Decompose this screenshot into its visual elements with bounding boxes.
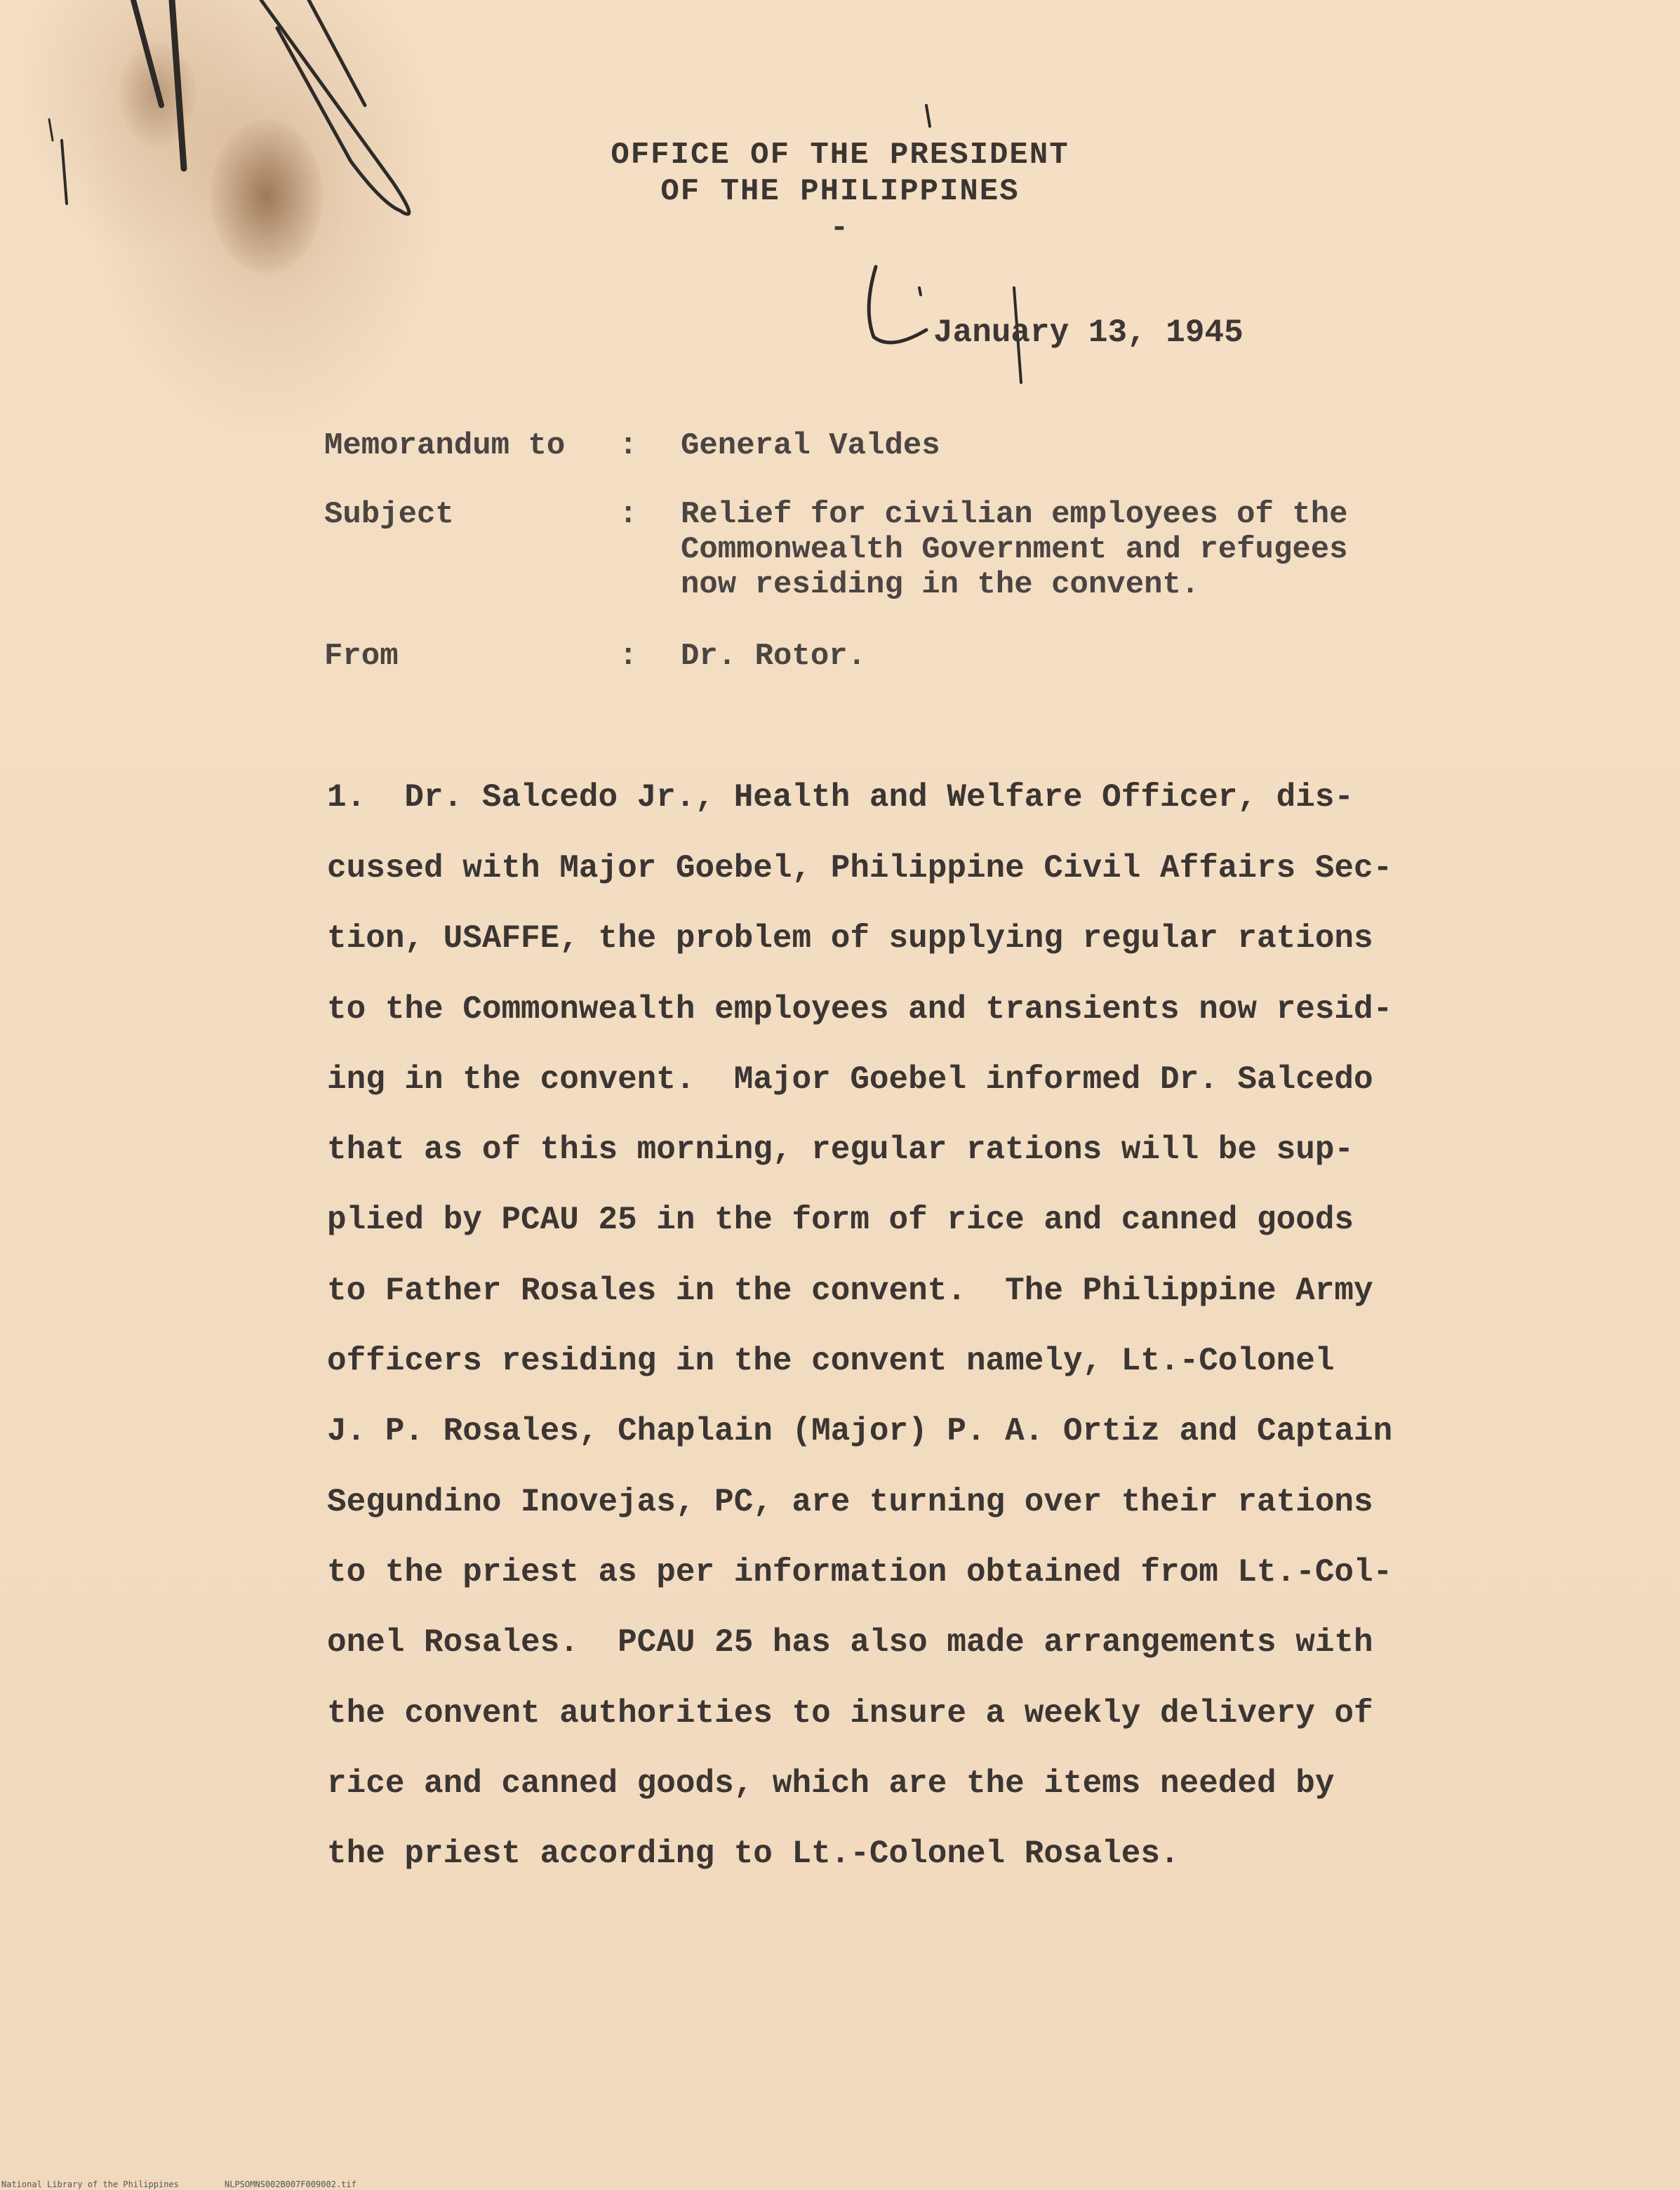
footer-library-name: National Library of the Philippines bbox=[1, 2179, 179, 2189]
subject-label: Subject bbox=[324, 497, 454, 532]
subject-line-2: Commonwealth Government and refugees bbox=[681, 532, 1348, 567]
body-line-7: plied by PCAU 25 in the form of rice and canned goods bbox=[327, 1202, 1354, 1238]
subject-line-3: now residing in the convent. bbox=[681, 567, 1200, 602]
footer-file-id: NLPSOMNS002B007F009002.tif bbox=[225, 2179, 356, 2189]
body-line-13: onel Rosales. PCAU 25 has also made arrangements with bbox=[327, 1624, 1373, 1661]
body-line-4: to the Commonwealth employees and transients now resid- bbox=[327, 991, 1393, 1028]
letterhead-dash: - bbox=[829, 211, 851, 246]
from-colon: : bbox=[619, 639, 638, 674]
letterhead-line-1: OFFICE OF THE PRESIDENT bbox=[611, 138, 1069, 173]
body-line-12: to the priest as per information obtained from Lt.-Col- bbox=[327, 1554, 1393, 1591]
memo-date: January 13, 1945 bbox=[933, 314, 1244, 351]
body-line-5: ing in the convent. Major Goebel informed Dr. Salcedo bbox=[327, 1061, 1373, 1098]
body-line-1: 1. Dr. Salcedo Jr., Health and Welfare Officer, dis- bbox=[327, 779, 1354, 816]
to-value: General Valdes bbox=[681, 428, 940, 463]
body-line-6: that as of this morning, regular rations will be sup- bbox=[327, 1132, 1354, 1168]
to-label: Memorandum to bbox=[324, 428, 566, 463]
body-line-15: rice and canned goods, which are the items needed by bbox=[327, 1765, 1335, 1802]
body-line-10: J. P. Rosales, Chaplain (Major) P. A. Ortiz and Captain bbox=[327, 1413, 1393, 1449]
subject-line-1: Relief for civilian employees of the bbox=[681, 497, 1348, 532]
body-line-16: the priest according to Lt.-Colonel Rosales. bbox=[327, 1836, 1180, 1872]
letterhead-line-2: OF THE PHILIPPINES bbox=[660, 174, 1020, 209]
body-line-14: the convent authorities to insure a weekly delivery of bbox=[327, 1695, 1373, 1732]
body-line-2: cussed with Major Goebel, Philippine Civil Affairs Sec- bbox=[327, 850, 1393, 887]
body-line-3: tion, USAFFE, the problem of supplying regular rations bbox=[327, 920, 1373, 957]
body-line-9: officers residing in the convent namely, Lt.-Colonel bbox=[327, 1343, 1335, 1379]
body-line-11: Segundino Inovejas, PC, are turning over their rations bbox=[327, 1484, 1373, 1520]
to-colon: : bbox=[619, 428, 638, 463]
from-label: From bbox=[324, 639, 399, 674]
subject-colon: : bbox=[619, 497, 638, 532]
body-line-8: to Father Rosales in the convent. The Philippine Army bbox=[327, 1273, 1373, 1309]
from-value: Dr. Rotor. bbox=[681, 639, 867, 674]
